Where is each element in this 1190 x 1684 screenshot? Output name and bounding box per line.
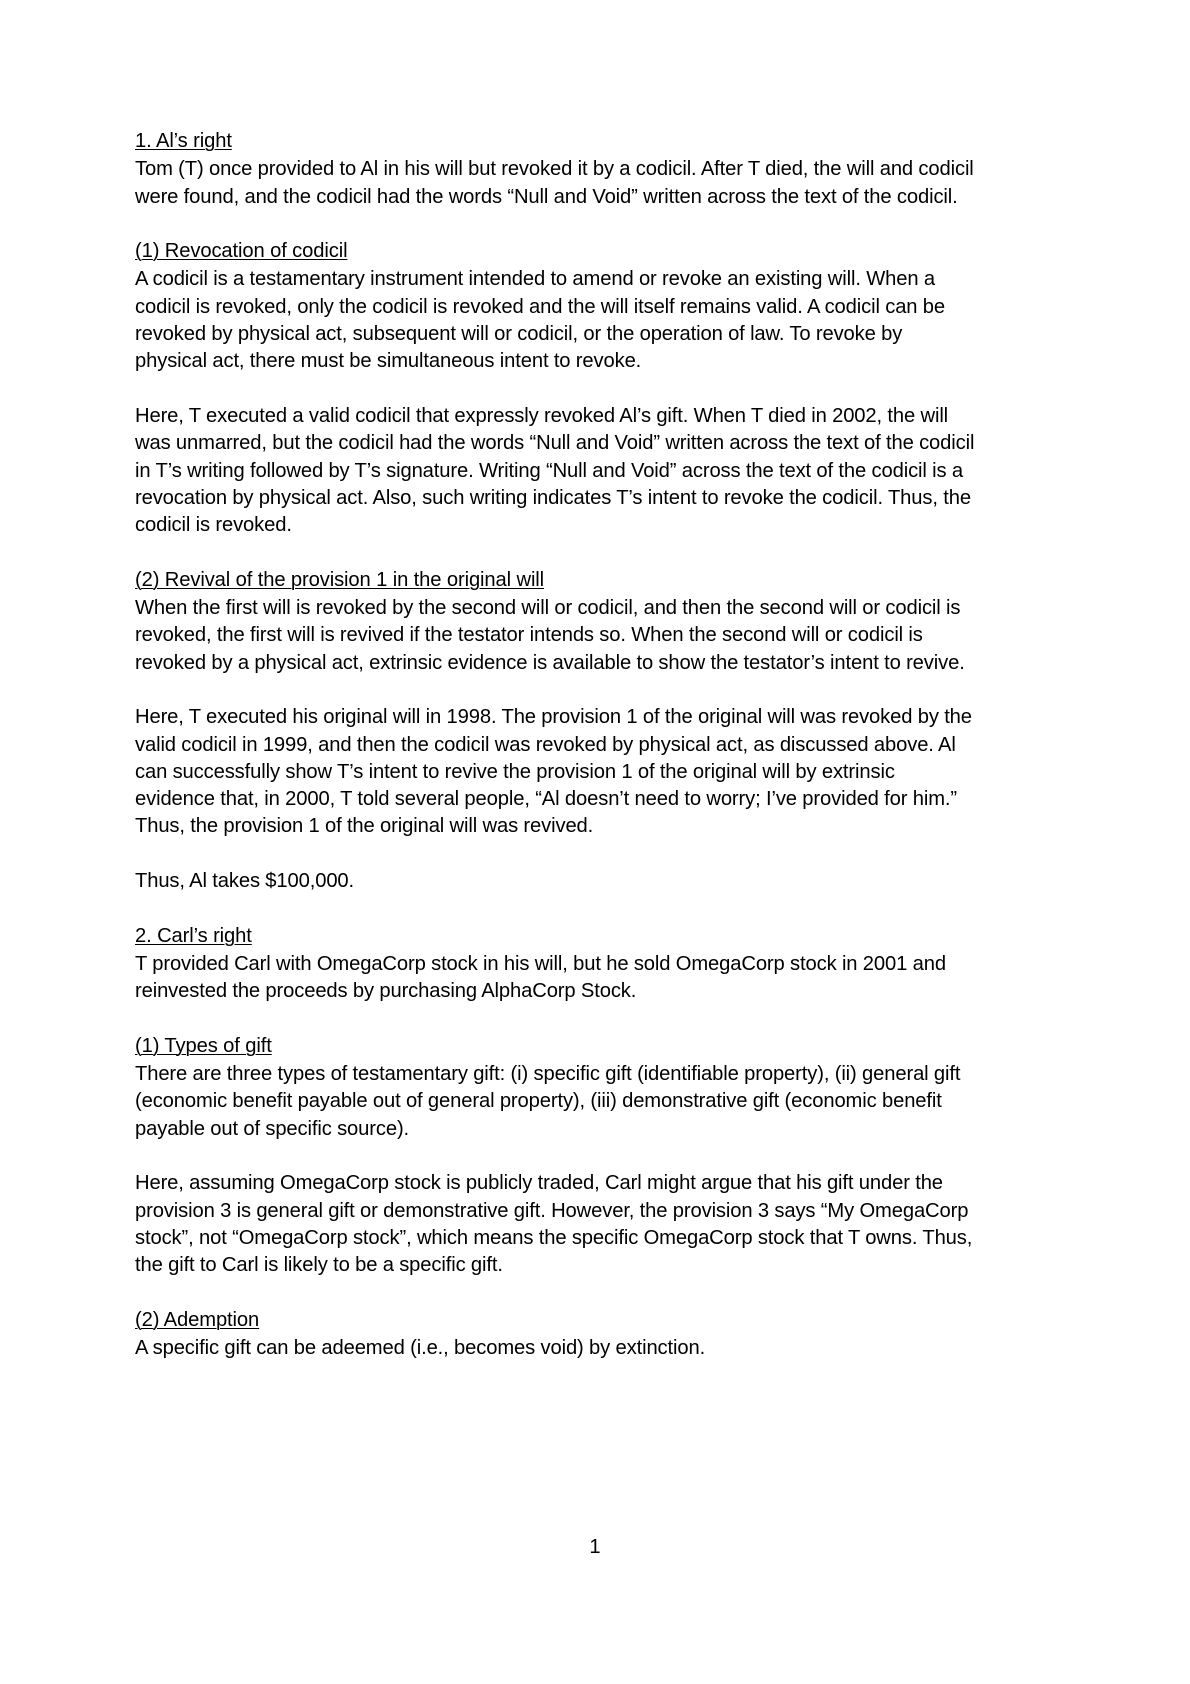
section-heading [135,567,977,595]
body-paragraph: Here, T executed his original will in 1998. The provision 1 of the original will was revoked by the valid codicil in 1999, and then the codicil was revoked by physical act, as discussed above. Al can successfully show T’s intent to revive the provision 1 of the original will by extrinsic evidence that, in 2000, T told several people, “Al doesn’t need to worry; I’ve provided for him.” Thus, the provision 1 of the original will was revived. [135,706,972,838]
paragraph-spacer [135,1006,977,1033]
section-heading-text: 2. Carl’s right [135,924,252,947]
body-paragraph: When the first will is revoked by the second will or codicil, and then the second will or codicil is revoked, the first will is revived if the testator intends so. When the second will or codicil is revoked by a physical act, extrinsic evidence is available to show the testator’s intent to revive. [135,597,965,674]
body-paragraph: A codicil is a testamentary instrument intended to amend or revoke an existing will. When a codicil is revoked, only the codicil is revoked and the will itself remains valid. A codicil can be revoked by physical act, subsequent will or codicil, or the operation of law. To revoke by physical act, there must be simultaneous intent to revoke. [135,268,946,373]
document-body [135,128,977,1362]
body-paragraph: A specific gift can be adeemed (i.e., becomes void) by extinction. [135,1337,706,1360]
section-heading-text: (1) Revocation of codicil [135,240,348,263]
body-paragraph: Tom (T) once provided to Al in his will but revoked it by a codicil. After T died, the will and codicil were found, and the codicil had the words “Null and Void” written across the text of the codicil. [135,158,974,208]
body-paragraph: Here, T executed a valid codicil that expressly revoked Al’s gift. When T died in 2002, the will was unmarred, but the codicil had the words “Null and Void” written across the text of the codicil in T’s writing followed by T’s signature. Writing “Null and Void” across the text of the codicil is a revocation by physical act. Also, such writing indicates T’s intent to revoke the codicil. Thus, the codicil is revoked. [135,404,975,537]
section-heading [135,238,977,266]
page-number: 1 [589,1536,601,1558]
section-heading-text: (2) Revival of the provision 1 in the original will [135,568,545,591]
paragraph-spacer [135,895,977,922]
paragraph-spacer [135,841,977,868]
body-paragraph: Here, assuming OmegaCorp stock is publicly traded, Carl might argue that his gift under the provision 3 is general gift or demonstrative gift. However, the provision 3 says “My OmegaCorp stock”, not “OmegaCorp stock”, which means the specific OmegaCorp stock that T owns. Thus, the gift to Carl is likely to be a specific gift. [135,1172,973,1277]
section-heading [135,923,977,951]
paragraph-spacer [135,539,977,566]
section-heading-text: (2) Ademption [135,1308,260,1331]
body-paragraph: Thus, Al takes $100,000. [135,870,355,893]
body-paragraph: There are three types of testamentary gift: (i) specific gift (identifiable property), (ii) general gift (economic benefit payable out of general property), (iii) demonstrative gift (economic benefit payable out of specific source). [135,1063,961,1140]
body-paragraph: T provided Carl with OmegaCorp stock in his will, but he sold OmegaCorp stock in 2001 and reinvested the proceeds by purchasing AlphaCorp Stock. [135,952,946,1003]
section-heading-text: 1. Al’s right [135,130,232,152]
section-heading [135,128,977,156]
section-heading-text: (1) Types of gift [135,1034,272,1057]
section-heading [135,1033,977,1061]
paragraph-spacer [135,1279,977,1306]
paragraph-spacer [135,677,977,704]
section-heading [135,1307,977,1335]
paragraph-spacer [135,376,977,403]
paragraph-spacer [135,1143,977,1170]
paragraph-spacer [135,211,977,238]
